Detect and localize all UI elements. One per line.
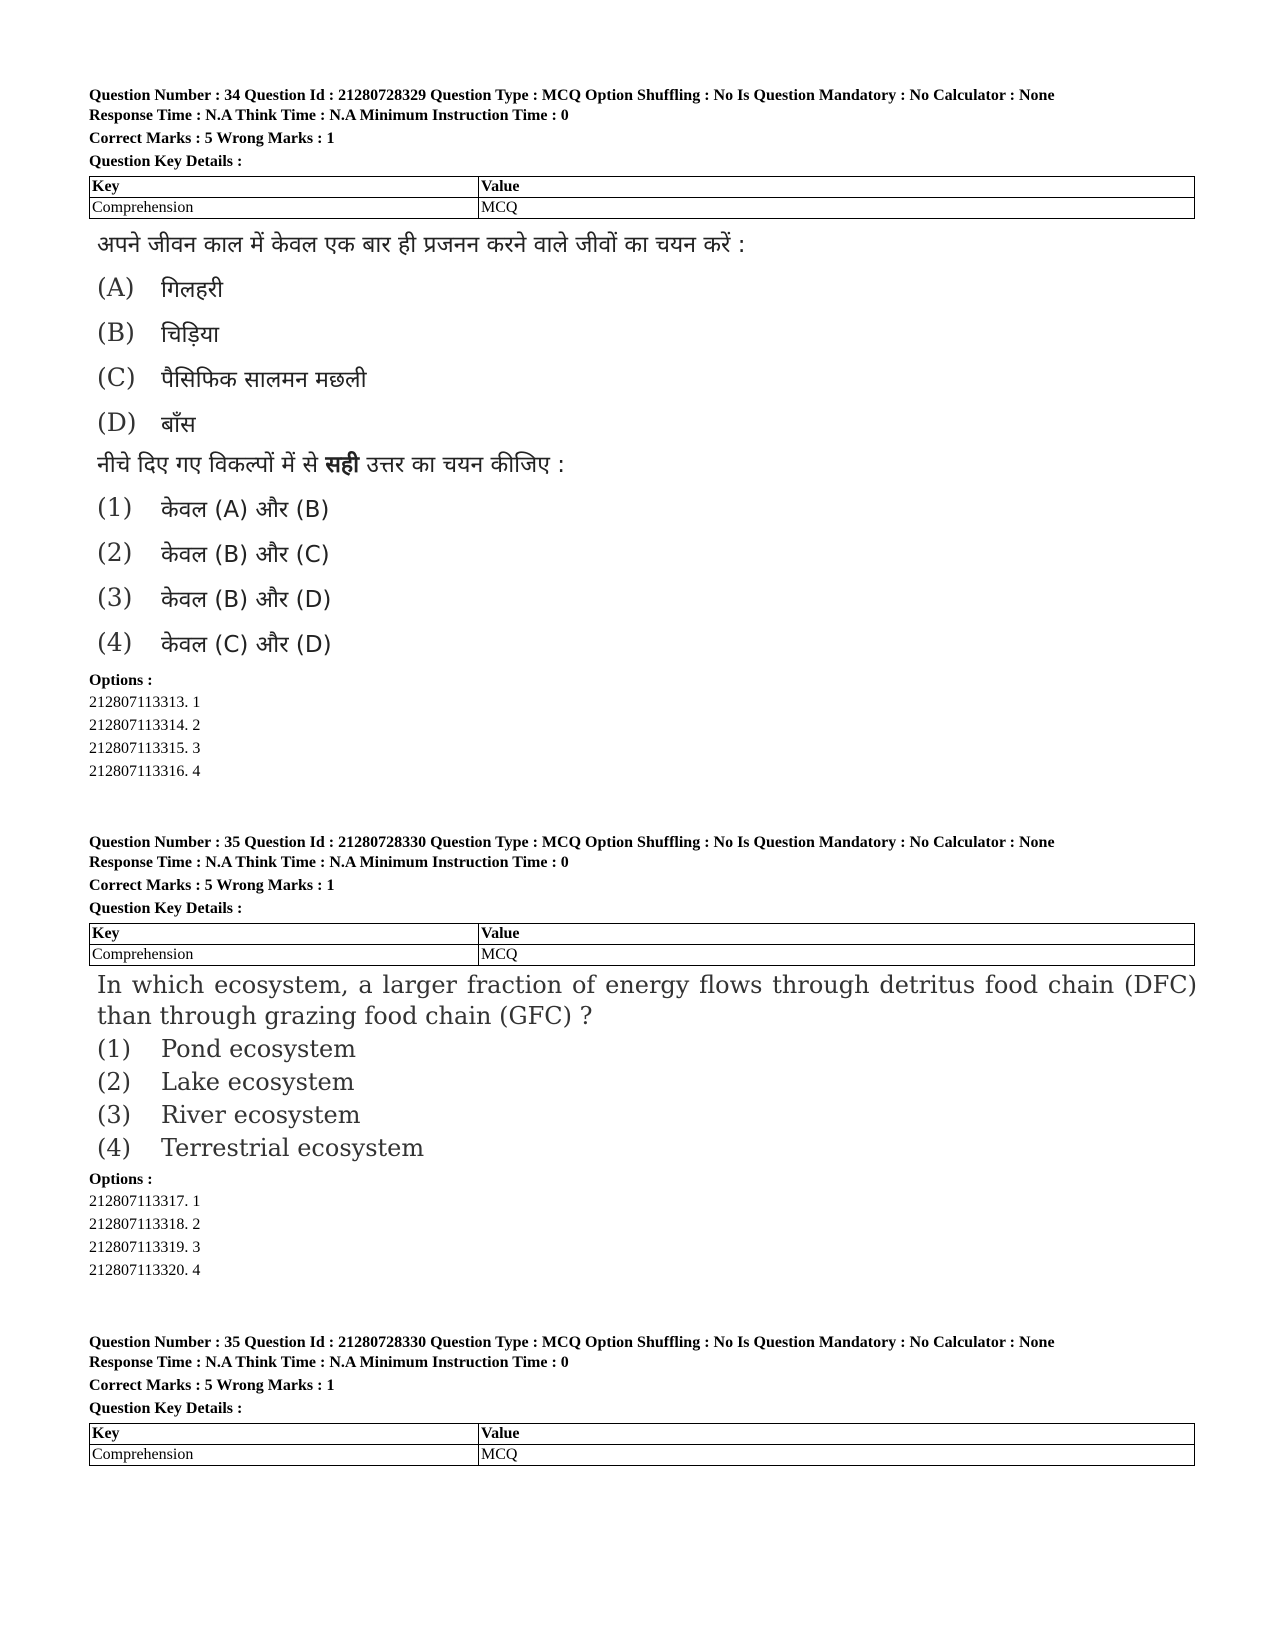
question-35-repeat-block [89,1333,1199,1466]
table-header-key: Key [90,177,479,198]
item-text: चिड़िया [161,321,220,348]
list-item [89,310,1199,355]
question-meta-line1: Question Number : 35 Question Id : 21280728330 Question Type : MCQ Option Shuffling : No Is Question Mandatory : No Calculator : None [89,834,1055,851]
choice-item [89,485,1199,530]
choice-text: Lake ecosystem [161,1067,355,1096]
choice-item [89,575,1199,620]
question-34-block [89,86,1199,783]
item-label: (D) [97,408,137,437]
question-35-block [89,833,1199,1282]
choice-item [89,1098,1199,1131]
question-meta-line1: Question Number : 35 Question Id : 21280728330 Question Type : MCQ Option Shuffling : No Is Question Mandatory : No Calculator : None [89,1334,1055,1351]
table-header-value: Value [479,177,1195,198]
instruction-after: उत्तर का चयन कीजिए : [359,452,565,478]
option-line: 212807113314. 2 [89,717,201,734]
choice-text: केवल (A) और (B) [161,496,330,523]
key-details-table [89,923,1195,966]
option-line: 212807113319. 3 [89,1239,201,1256]
choice-item [89,1032,1199,1065]
key-details-table [89,1423,1195,1466]
list-item [89,355,1199,400]
choice-label: (3) [97,1100,131,1129]
choice-item [89,530,1199,575]
table-header-row [90,177,1195,198]
marks-line: Correct Marks : 5 Wrong Marks : 1 [89,1377,335,1394]
choice-label: (3) [97,583,133,612]
table-cell-key: Comprehension [90,1445,479,1466]
choice-label: (2) [97,538,133,567]
instruction-before: नीचे दिए गए विकल्पों में से [97,452,326,478]
item-text: गिलहरी [161,276,224,303]
option-line: 212807113315. 3 [89,740,201,757]
choice-item [89,620,1199,665]
table-header-value: Value [479,924,1195,945]
table-row [90,1445,1195,1466]
table-cell-key: Comprehension [90,198,479,219]
question-meta-line2: Response Time : N.A Think Time : N.A Minimum Instruction Time : 0 [89,854,569,871]
choice-label: (1) [97,493,133,522]
table-cell-value: MCQ [479,1445,1195,1466]
option-line: 212807113320. 4 [89,1262,201,1279]
item-label: (A) [97,273,135,302]
option-line: 212807113317. 1 [89,1193,201,1210]
instruction-text [89,445,1199,485]
question-text: In which ecosystem, a larger fraction of energy flows through detritus food chain (DFC) than through grazing food chain (GFC) ? [97,971,1197,1030]
instruction-bold: सही [325,452,360,478]
table-header-value: Value [479,1424,1195,1445]
option-line: 212807113318. 2 [89,1216,201,1233]
key-details-label: Question Key Details : [89,1400,243,1417]
item-label: (B) [97,318,135,347]
option-line: 212807113313. 1 [89,694,201,711]
marks-line: Correct Marks : 5 Wrong Marks : 1 [89,877,335,894]
options-label: Options : [89,1171,153,1188]
key-details-label: Question Key Details : [89,153,243,170]
choice-item [89,1065,1199,1098]
choice-label: (4) [97,1133,131,1162]
item-text: पैसिफिक सालमन मछली [161,366,367,393]
key-details-table [89,176,1195,219]
table-row [90,198,1195,219]
question-text: अपने जीवन काल में केवल एक बार ही प्रजनन करने वाले जीवों का चयन करें : [97,232,746,258]
table-header-key: Key [90,1424,479,1445]
options-label: Options : [89,672,153,689]
list-item [89,265,1199,310]
choice-label: (2) [97,1067,131,1096]
question-meta-line2: Response Time : N.A Think Time : N.A Minimum Instruction Time : 0 [89,107,569,124]
item-text: बाँस [161,411,196,438]
table-header-row [90,924,1195,945]
choice-label: (4) [97,628,133,657]
choice-text: River ecosystem [161,1100,361,1129]
choice-text: केवल (B) और (D) [161,586,332,613]
option-line: 212807113316. 4 [89,763,201,780]
choice-label: (1) [97,1034,131,1063]
table-cell-value: MCQ [479,945,1195,966]
key-details-label: Question Key Details : [89,900,243,917]
list-item [89,400,1199,445]
question-meta-line2: Response Time : N.A Think Time : N.A Minimum Instruction Time : 0 [89,1354,569,1371]
choice-text: केवल (C) और (D) [161,631,332,658]
table-cell-value: MCQ [479,198,1195,219]
choice-text: Terrestrial ecosystem [161,1133,425,1162]
table-header-key: Key [90,924,479,945]
choice-item [89,1131,1199,1164]
table-header-row [90,1424,1195,1445]
choice-text: Pond ecosystem [161,1034,356,1063]
marks-line: Correct Marks : 5 Wrong Marks : 1 [89,130,335,147]
table-cell-key: Comprehension [90,945,479,966]
table-row [90,945,1195,966]
item-label: (C) [97,363,136,392]
choice-text: केवल (B) और (C) [161,541,330,568]
question-meta-line1: Question Number : 34 Question Id : 21280728329 Question Type : MCQ Option Shuffling : No Is Question Mandatory : No Calculator : None [89,87,1055,104]
